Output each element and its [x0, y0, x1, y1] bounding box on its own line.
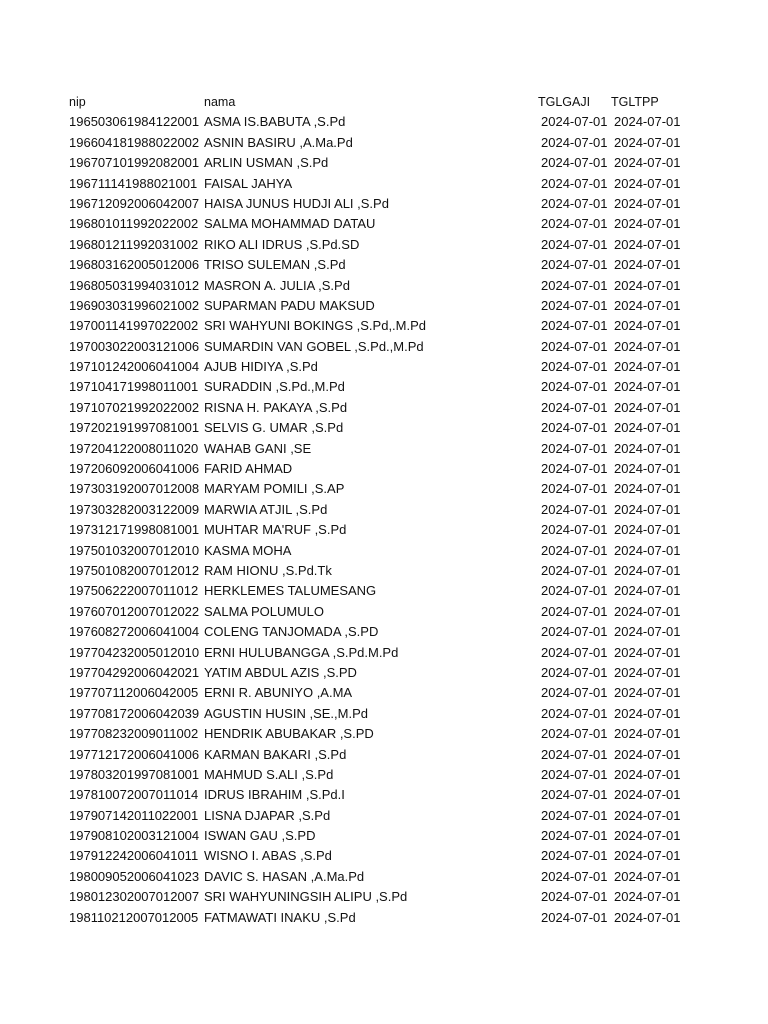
cell-tgltpp: 2024-07-01	[614, 277, 681, 293]
cell-tgltpp: 2024-07-01	[614, 379, 681, 395]
table-row	[0, 459, 768, 479]
cell-nip: 198009052006041023	[69, 868, 200, 884]
table-row	[0, 887, 768, 907]
cell-tglgaji: 2024-07-01	[541, 542, 608, 558]
table-row	[0, 153, 768, 173]
cell-nip: 197501082007012012	[69, 562, 200, 578]
cell-nip: 197204122008011020	[69, 440, 199, 456]
cell-nip: 197001141997022002	[69, 318, 199, 334]
cell-tgltpp: 2024-07-01	[614, 685, 681, 701]
cell-tglgaji: 2024-07-01	[541, 868, 608, 884]
cell-tglgaji: 2024-07-01	[541, 155, 608, 171]
table-row	[0, 194, 768, 214]
cell-tgltpp: 2024-07-01	[614, 848, 681, 864]
table-row	[0, 765, 768, 785]
cell-nama: ASMA IS.BABUTA ,S.Pd	[204, 114, 346, 130]
cell-nama: SUPARMAN PADU MAKSUD	[204, 297, 375, 313]
cell-nama: SRI WAHYUNINGSIH ALIPU ,S.Pd	[204, 889, 408, 905]
cell-nama: MASRON A. JULIA ,S.Pd	[204, 277, 350, 293]
cell-tglgaji: 2024-07-01	[541, 664, 608, 680]
cell-nip: 196503061984122001	[69, 114, 200, 130]
cell-nama: SELVIS G. UMAR ,S.Pd	[204, 420, 344, 436]
table-row	[0, 500, 768, 520]
table-row	[0, 418, 768, 438]
cell-nama: ISWAN GAU ,S.PD	[204, 828, 316, 844]
cell-tglgaji: 2024-07-01	[541, 909, 608, 925]
table-row	[0, 520, 768, 540]
data-table	[0, 92, 768, 928]
cell-tglgaji: 2024-07-01	[541, 461, 608, 477]
cell-nip: 196711141988021001	[69, 175, 198, 191]
cell-tgltpp: 2024-07-01	[614, 828, 681, 844]
cell-tglgaji: 2024-07-01	[541, 787, 608, 803]
cell-nip: 197206092006041006	[69, 461, 200, 477]
cell-nama: MARWIA ATJIL ,S.Pd	[204, 501, 328, 517]
table-row	[0, 479, 768, 499]
cell-nama: IDRUS IBRAHIM ,S.Pd.I	[204, 787, 345, 803]
cell-tglgaji: 2024-07-01	[541, 828, 608, 844]
cell-nama: FAISAL JAHYA	[204, 175, 293, 191]
cell-tglgaji: 2024-07-01	[541, 562, 608, 578]
table-row	[0, 704, 768, 724]
cell-nama: MARYAM POMILI ,S.AP	[204, 481, 345, 497]
cell-tgltpp: 2024-07-01	[614, 257, 681, 273]
table-row	[0, 826, 768, 846]
cell-nip: 197708232009011002	[69, 726, 199, 742]
cell-tgltpp: 2024-07-01	[614, 807, 681, 823]
cell-tgltpp: 2024-07-01	[614, 114, 681, 130]
cell-tglgaji: 2024-07-01	[541, 481, 608, 497]
cell-nip: 197704292006042021	[69, 664, 200, 680]
cell-tglgaji: 2024-07-01	[541, 501, 608, 517]
cell-nama: RAM HIONU ,S.Pd.Tk	[204, 562, 332, 578]
cell-nip: 196604181988022002	[69, 134, 200, 150]
cell-tglgaji: 2024-07-01	[541, 420, 608, 436]
cell-tgltpp: 2024-07-01	[614, 868, 681, 884]
cell-tgltpp: 2024-07-01	[614, 359, 681, 375]
cell-tgltpp: 2024-07-01	[614, 787, 681, 803]
cell-nama: MAHMUD S.ALI ,S.Pd	[204, 766, 334, 782]
cell-tgltpp: 2024-07-01	[614, 542, 681, 558]
cell-nama: HAISA JUNUS HUDJI ALI ,S.Pd	[204, 195, 389, 211]
cell-tgltpp: 2024-07-01	[614, 562, 681, 578]
cell-nama: KASMA MOHA	[204, 542, 292, 558]
cell-nip: 197202191997081001	[69, 420, 200, 436]
header-tgltpp: TGLTPP	[611, 95, 659, 109]
cell-tglgaji: 2024-07-01	[541, 216, 608, 232]
cell-tgltpp: 2024-07-01	[614, 236, 681, 252]
cell-nip: 196707101992082001	[69, 155, 200, 171]
cell-nama: RIKO ALI IDRUS ,S.Pd.SD	[204, 236, 360, 252]
cell-tgltpp: 2024-07-01	[614, 399, 681, 415]
cell-nama: RISNA H. PAKAYA ,S.Pd	[204, 399, 348, 415]
cell-nip: 197608272006041004	[69, 624, 200, 640]
cell-tglgaji: 2024-07-01	[541, 379, 608, 395]
cell-nip: 197104171998011001	[69, 379, 199, 395]
cell-nama: WISNO I. ABAS ,S.Pd	[204, 848, 332, 864]
cell-tglgaji: 2024-07-01	[541, 399, 608, 415]
cell-tglgaji: 2024-07-01	[541, 848, 608, 864]
table-header-row	[0, 92, 768, 112]
cell-nama: YATIM ABDUL AZIS ,S.PD	[204, 664, 357, 680]
cell-nama: AGUSTIN HUSIN ,SE.,M.Pd	[204, 705, 368, 721]
cell-tglgaji: 2024-07-01	[541, 685, 608, 701]
cell-nama: WAHAB GANI ,SE	[204, 440, 312, 456]
cell-tglgaji: 2024-07-01	[541, 807, 608, 823]
cell-tgltpp: 2024-07-01	[614, 501, 681, 517]
table-row	[0, 908, 768, 928]
cell-tgltpp: 2024-07-01	[614, 909, 681, 925]
header-tglgaji: TGLGAJI	[538, 95, 591, 109]
table-row	[0, 867, 768, 887]
cell-nama: TRISO SULEMAN ,S.Pd	[204, 257, 346, 273]
table-row	[0, 112, 768, 132]
cell-nama: HERKLEMES TALUMESANG	[204, 583, 377, 599]
cell-tglgaji: 2024-07-01	[541, 134, 608, 150]
cell-tgltpp: 2024-07-01	[614, 583, 681, 599]
cell-tgltpp: 2024-07-01	[614, 175, 681, 191]
cell-tgltpp: 2024-07-01	[614, 440, 681, 456]
cell-tgltpp: 2024-07-01	[614, 338, 681, 354]
cell-nip: 197506222007011012	[69, 583, 199, 599]
cell-tgltpp: 2024-07-01	[614, 644, 681, 660]
cell-nip: 197303192007012008	[69, 481, 200, 497]
cell-nip: 197101242006041004	[69, 359, 200, 375]
cell-nama: MUHTAR MA'RUF ,S.Pd	[204, 522, 347, 538]
cell-tglgaji: 2024-07-01	[541, 583, 608, 599]
cell-tgltpp: 2024-07-01	[614, 481, 681, 497]
cell-tglgaji: 2024-07-01	[541, 318, 608, 334]
cell-tglgaji: 2024-07-01	[541, 195, 608, 211]
cell-nama: KARMAN BAKARI ,S.Pd	[204, 746, 347, 762]
cell-nip: 196801011992022002	[69, 216, 199, 232]
cell-tgltpp: 2024-07-01	[614, 216, 681, 232]
table-row	[0, 643, 768, 663]
table-row	[0, 357, 768, 377]
cell-tgltpp: 2024-07-01	[614, 297, 681, 313]
cell-tglgaji: 2024-07-01	[541, 705, 608, 721]
cell-nip: 196903031996021002	[69, 297, 200, 313]
cell-nama: COLENG TANJOMADA ,S.PD	[204, 624, 379, 640]
table-row	[0, 174, 768, 194]
cell-tglgaji: 2024-07-01	[541, 603, 608, 619]
cell-tgltpp: 2024-07-01	[614, 726, 681, 742]
cell-tgltpp: 2024-07-01	[614, 624, 681, 640]
cell-tgltpp: 2024-07-01	[614, 746, 681, 762]
cell-tglgaji: 2024-07-01	[541, 766, 608, 782]
table-row	[0, 622, 768, 642]
cell-tgltpp: 2024-07-01	[614, 420, 681, 436]
cell-nama: ASNIN BASIRU ,A.Ma.Pd	[204, 134, 353, 150]
table-row	[0, 316, 768, 336]
cell-tgltpp: 2024-07-01	[614, 195, 681, 211]
cell-nama: ARLIN USMAN ,S.Pd	[204, 155, 329, 171]
cell-tgltpp: 2024-07-01	[614, 522, 681, 538]
table-row	[0, 581, 768, 601]
cell-nama: AJUB HIDIYA ,S.Pd	[204, 359, 318, 375]
table-row	[0, 541, 768, 561]
cell-tglgaji: 2024-07-01	[541, 624, 608, 640]
cell-tgltpp: 2024-07-01	[614, 664, 681, 680]
header-nama: nama	[204, 95, 236, 109]
cell-nip: 196805031994031012	[69, 277, 200, 293]
cell-nip: 197707112006042005	[69, 685, 199, 701]
cell-nip: 197907142011022001	[69, 807, 199, 823]
table-row	[0, 724, 768, 744]
cell-nip: 197810072007011014	[69, 787, 199, 803]
table-row	[0, 276, 768, 296]
cell-tglgaji: 2024-07-01	[541, 114, 608, 130]
cell-tglgaji: 2024-07-01	[541, 175, 608, 191]
cell-tglgaji: 2024-07-01	[541, 889, 608, 905]
cell-nama: DAVIC S. HASAN ,A.Ma.Pd	[204, 868, 365, 884]
table-row	[0, 133, 768, 153]
table-row	[0, 683, 768, 703]
cell-nip: 197803201997081001	[69, 766, 200, 782]
table-row	[0, 235, 768, 255]
cell-nip: 198110212007012005	[69, 909, 199, 925]
cell-tgltpp: 2024-07-01	[614, 766, 681, 782]
cell-tglgaji: 2024-07-01	[541, 746, 608, 762]
cell-nip: 197003022003121006	[69, 338, 200, 354]
cell-nama: HENDRIK ABUBAKAR ,S.PD	[204, 726, 374, 742]
cell-nama: LISNA DJAPAR ,S.Pd	[204, 807, 331, 823]
cell-nama: FARID AHMAD	[204, 461, 293, 477]
table-row	[0, 663, 768, 683]
cell-tgltpp: 2024-07-01	[614, 461, 681, 477]
cell-nip: 197908102003121004	[69, 828, 200, 844]
cell-nama: SALMA MOHAMMAD DATAU	[204, 216, 376, 232]
cell-nip: 197303282003122009	[69, 501, 200, 517]
table-row	[0, 785, 768, 805]
table-row	[0, 296, 768, 316]
cell-nip: 197704232005012010	[69, 644, 200, 660]
cell-tglgaji: 2024-07-01	[541, 440, 608, 456]
cell-nip: 197501032007012010	[69, 542, 200, 558]
cell-tglgaji: 2024-07-01	[541, 277, 608, 293]
table-body	[0, 112, 768, 928]
cell-nama: ERNI HULUBANGGA ,S.Pd.M.Pd	[204, 644, 399, 660]
cell-tglgaji: 2024-07-01	[541, 236, 608, 252]
cell-tglgaji: 2024-07-01	[541, 257, 608, 273]
cell-tglgaji: 2024-07-01	[541, 338, 608, 354]
cell-tglgaji: 2024-07-01	[541, 522, 608, 538]
cell-tglgaji: 2024-07-01	[541, 726, 608, 742]
cell-nip: 197712172006041006	[69, 746, 200, 762]
cell-nip: 197912242006041011	[69, 848, 199, 864]
table-row	[0, 745, 768, 765]
cell-tglgaji: 2024-07-01	[541, 644, 608, 660]
cell-nama: SRI WAHYUNI BOKINGS ,S.Pd,.M.Pd	[204, 318, 427, 334]
cell-nip: 198012302007012007	[69, 889, 200, 905]
cell-nama: ERNI R. ABUNIYO ,A.MA	[204, 685, 353, 701]
header-nip: nip	[69, 95, 86, 109]
table-row	[0, 439, 768, 459]
cell-tgltpp: 2024-07-01	[614, 318, 681, 334]
cell-tglgaji: 2024-07-01	[541, 359, 608, 375]
table-row	[0, 806, 768, 826]
table-row	[0, 255, 768, 275]
cell-tgltpp: 2024-07-01	[614, 889, 681, 905]
table-row	[0, 846, 768, 866]
cell-nama: SURADDIN ,S.Pd.,M.Pd	[204, 379, 345, 395]
cell-tgltpp: 2024-07-01	[614, 134, 681, 150]
cell-nip: 196712092006042007	[69, 195, 200, 211]
table-row	[0, 377, 768, 397]
cell-tgltpp: 2024-07-01	[614, 155, 681, 171]
cell-tgltpp: 2024-07-01	[614, 705, 681, 721]
cell-nip: 196801211992031002	[69, 236, 199, 252]
cell-tgltpp: 2024-07-01	[614, 603, 681, 619]
table-row	[0, 214, 768, 234]
cell-nip: 196803162005012006	[69, 257, 200, 273]
cell-nama: FATMAWATI INAKU ,S.Pd	[204, 909, 356, 925]
cell-nip: 197607012007012022	[69, 603, 200, 619]
cell-nama: SALMA POLUMULO	[204, 603, 324, 619]
table-row	[0, 398, 768, 418]
cell-tglgaji: 2024-07-01	[541, 297, 608, 313]
cell-nama: SUMARDIN VAN GOBEL ,S.Pd.,M.Pd	[204, 338, 424, 354]
cell-nip: 197708172006042039	[69, 705, 200, 721]
table-row	[0, 602, 768, 622]
table-row	[0, 337, 768, 357]
table-row	[0, 561, 768, 581]
cell-nip: 197107021992022002	[69, 399, 200, 415]
cell-nip: 197312171998081001	[69, 522, 200, 538]
